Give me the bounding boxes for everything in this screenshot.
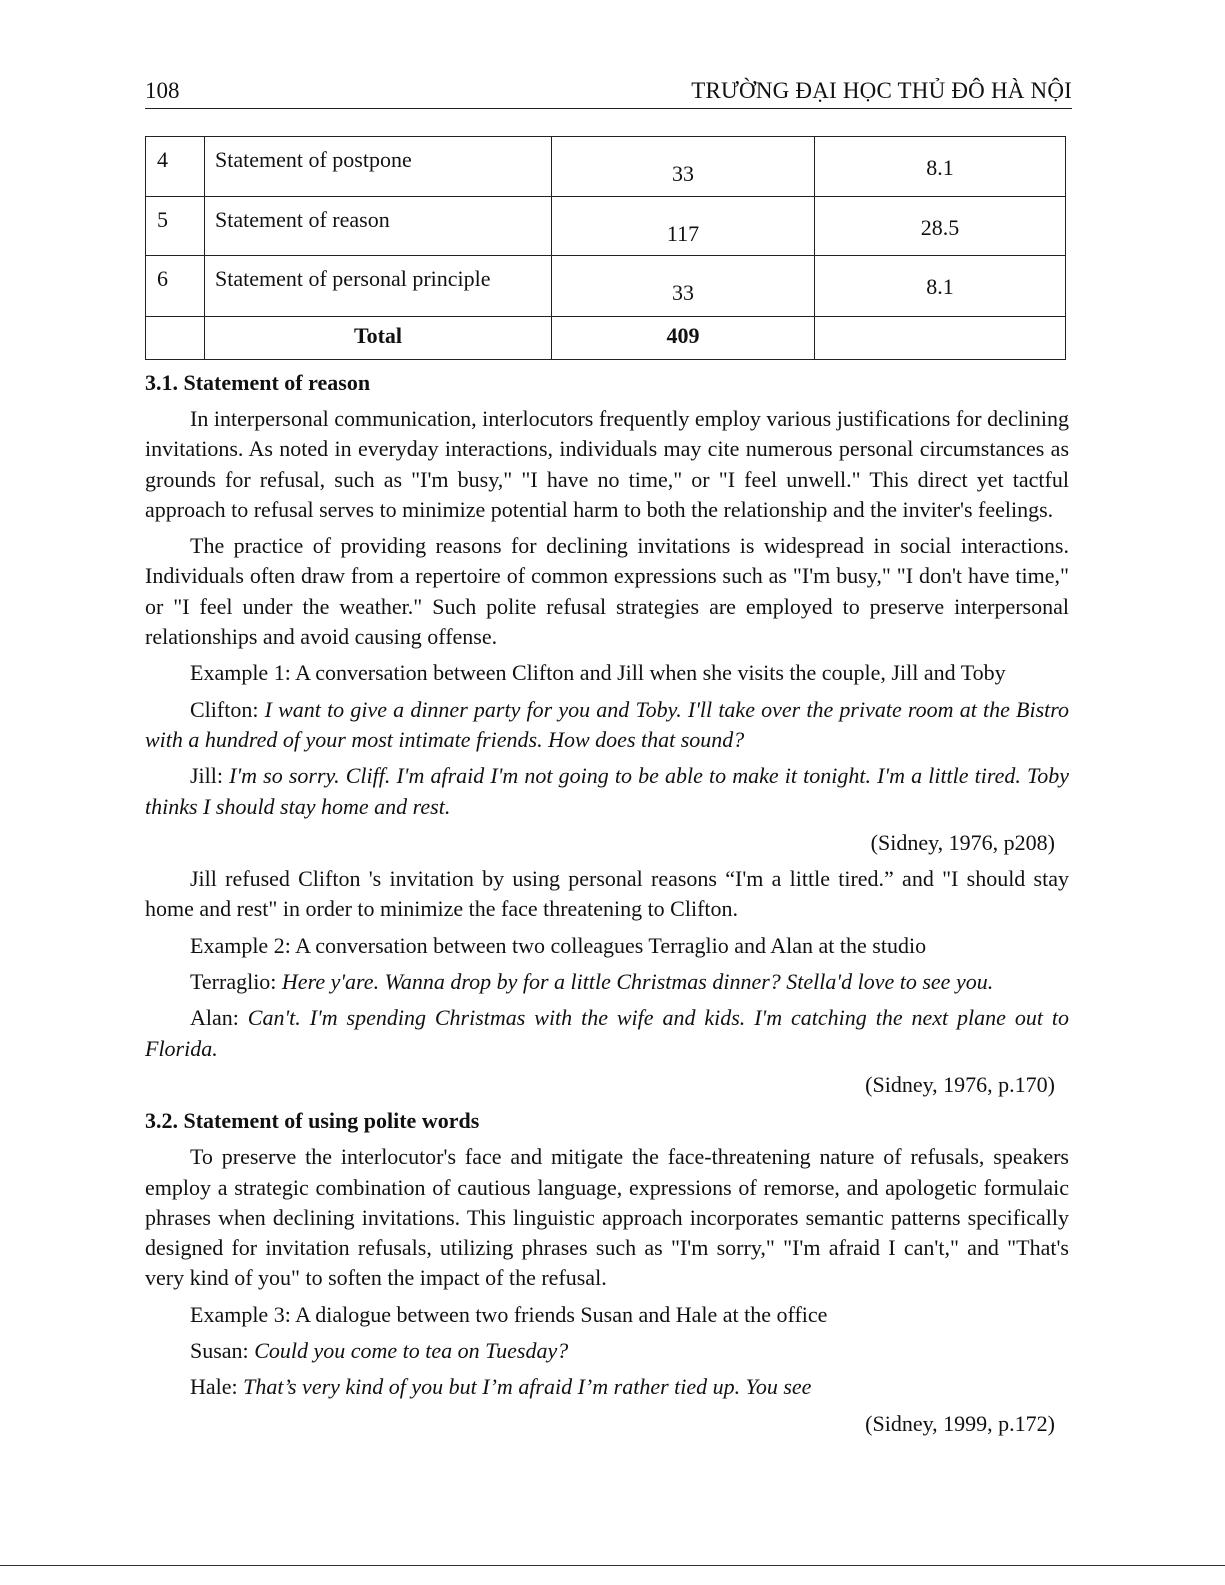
refusal-strategies-table: [145, 136, 1066, 360]
dialogue-line: [145, 1372, 1069, 1402]
strategy-name: Statement of reason: [205, 197, 552, 256]
dialogue-line: [145, 1336, 1069, 1366]
paragraph: To preserve the interlocutor's face and mitigate the face-threatening nature of refusals, speakers employ a strategic combination of cautious language, expressions of remorse, and apologetic formulaic phrases when declining invitations. This linguistic approach incorporates semantic patterns specifically designed for invitation refusals, utilizing phrases such as "I'm sorry," "I'm afraid I can't," and "That's very kind of you" to soften the impact of the refusal.: [145, 1144, 1069, 1291]
strategy-count: 33: [552, 256, 815, 317]
table-total-row: [146, 317, 1066, 360]
speaker-name: Alan:: [190, 1005, 248, 1031]
journal-institution: TRƯỜNG ĐẠI HỌC THỦ ĐÔ HÀ NỘI: [691, 78, 1072, 103]
citation: (Sidney, 1976, p.170): [865, 1071, 1055, 1097]
row-number: 4: [146, 137, 205, 197]
strategy-percent: 8.1: [815, 137, 1066, 197]
dialogue-text: I want to give a dinner party for you and Toby. I'll take over the private room at the Bistro with a hundred of your most intimate friends. How does that sound?: [145, 696, 1069, 752]
row-number: 6: [146, 256, 205, 317]
dialogue-line: [145, 967, 1069, 997]
table-row: [146, 197, 1066, 256]
row-number-empty: [146, 317, 205, 360]
dialogue-text: Could you come to tea on Tuesday?: [254, 1338, 569, 1364]
total-percent-empty: [815, 317, 1066, 360]
running-header: [145, 78, 1072, 109]
strategy-count: 117: [552, 197, 815, 256]
paragraph: In interpersonal communication, interlocutors frequently employ various justifications for declining invitations. As noted in everyday interactions, individuals may cite numerous personal circumstances as grounds for refusal, such as "I'm busy," "I have no time," or "I feel unwell." This direct yet tactful approach to refusal serves to minimize potential harm to both the relationship and the inviter's feelings.: [145, 406, 1069, 522]
dialogue-text: That’s very kind of you but I’m afraid I’m rather tied up. You see: [243, 1374, 812, 1400]
citation: (Sidney, 1999, p.172): [865, 1410, 1055, 1436]
strategy-name: Statement of postpone: [205, 137, 552, 197]
paragraph: The practice of providing reasons for declining invitations is widespread in social interactions. Individuals often draw from a repertoire of common expressions such as "I'm busy," "I don't have time," or "I feel under the weather." Such polite refusal strategies are employed to preserve interpersonal relationships and avoid causing offense.: [145, 533, 1069, 650]
strategy-count: 33: [552, 137, 815, 197]
speaker-name: Hale:: [190, 1374, 244, 1400]
strategy-percent: 8.1: [815, 256, 1066, 317]
section-heading-3-1: 3.1. Statement of reason: [145, 370, 371, 395]
strategy-percent: 28.5: [815, 197, 1066, 256]
table-row: [146, 137, 1066, 197]
article-body: [145, 368, 1069, 1445]
page-number: 108: [145, 78, 180, 103]
dialogue-text: Here y'are. Wanna drop by for a little Christmas dinner? Stella'd love to see you.: [281, 969, 994, 995]
row-number: 5: [146, 197, 205, 256]
citation: (Sidney, 1976, p208): [870, 829, 1055, 855]
speaker-name: Clifton:: [190, 696, 265, 722]
table-row: [146, 256, 1066, 317]
dialogue-line: [145, 1003, 1069, 1064]
speaker-name: Susan:: [190, 1338, 255, 1364]
dialogue-line: [145, 761, 1069, 822]
dialogue-text: Can't. I'm spending Christmas with the wife and kids. I'm catching the next plane out to Florida.: [145, 1005, 1069, 1061]
dialogue-line: [145, 695, 1069, 756]
example-caption: Example 3: A dialogue between two friends Susan and Hale at the office: [190, 1301, 828, 1327]
dialogue-text: I'm so sorry. Cliff. I'm afraid I'm not going to be able to make it tonight. I'm a little tired. Toby thinks I should stay home and rest.: [145, 763, 1069, 819]
section-heading-3-2: 3.2. Statement of using polite words: [145, 1108, 480, 1134]
page-bottom-rule: [0, 1565, 1225, 1566]
paragraph: Jill refused Clifton 's invitation by using personal reasons “I'm a little tired.” and "I should stay home and rest" in order to minimize the face threatening to Clifton.: [145, 866, 1069, 922]
example-caption: Example 1: A conversation between Clifton and Jill when she visits the couple, Jill and Toby: [190, 660, 1006, 686]
speaker-name: Jill:: [190, 763, 230, 789]
total-label: Total: [205, 317, 552, 360]
speaker-name: Terraglio:: [190, 969, 282, 995]
example-caption: Example 2: A conversation between two colleagues Terraglio and Alan at the studio: [190, 932, 927, 958]
total-count: 409: [552, 317, 815, 360]
strategy-name: Statement of personal principle: [205, 256, 552, 317]
